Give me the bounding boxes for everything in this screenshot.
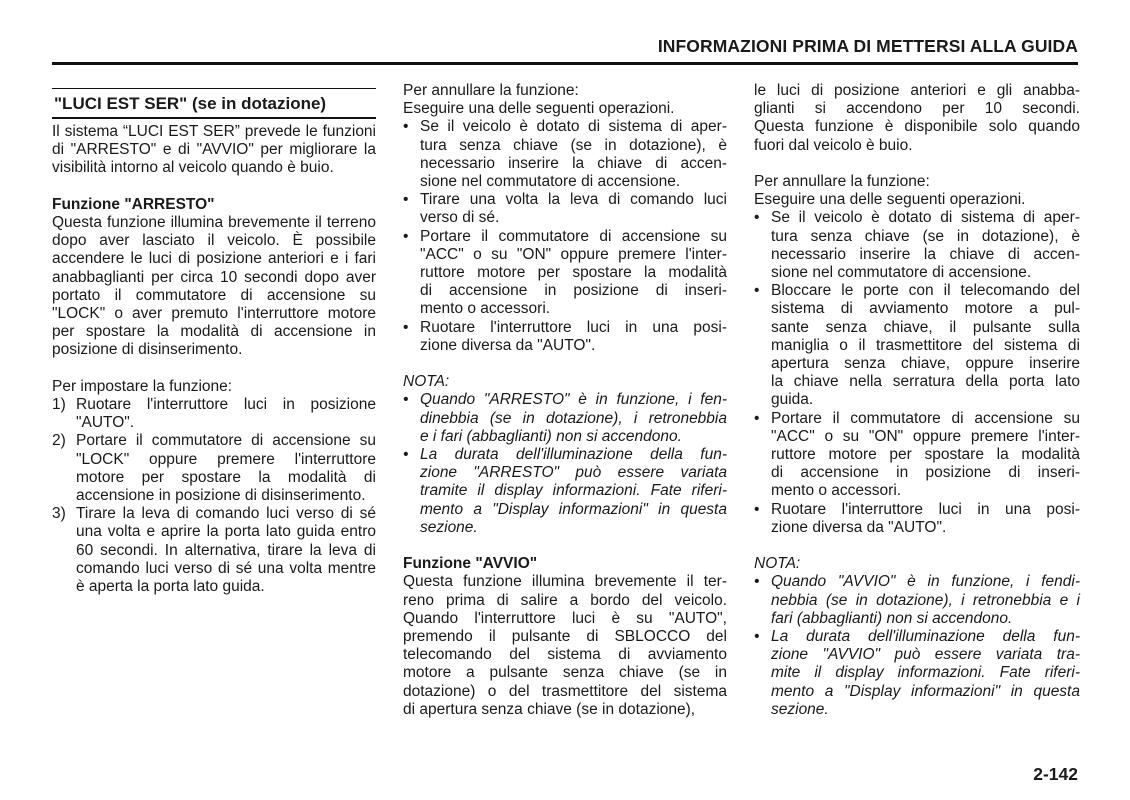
bullet-text bbox=[420, 228, 727, 319]
text-line: la chiave nella serratura della porta lato bbox=[771, 373, 1080, 391]
cancel-list bbox=[403, 118, 727, 355]
section-title: "LUCI EST SER" (se in dotazione) bbox=[52, 88, 376, 119]
arresto-heading: Funzione "ARRESTO" bbox=[52, 195, 215, 213]
text-line: zione "ARRESTO" può essere variata bbox=[420, 464, 727, 482]
text-line: "ACC" o su "ON" oppure premere l'inter- bbox=[771, 427, 1080, 445]
text-line: fuori dal veicolo è buio. bbox=[754, 136, 913, 154]
nota-label: NOTA: bbox=[403, 373, 450, 391]
text-line: zione diversa da "AUTO". bbox=[420, 336, 596, 354]
text-line: mento a "Display informazioni" in questa bbox=[771, 682, 1080, 700]
bullet-icon: • bbox=[403, 318, 409, 336]
text-line: mento o accessori. bbox=[771, 482, 902, 500]
cancel-intro: Eseguire una delle seguenti operazioni. bbox=[754, 191, 1026, 209]
text-line: Ruotare l'interruttore luci in una posi- bbox=[420, 318, 727, 336]
bullet-text bbox=[420, 391, 727, 446]
text-line: La durata dell'illuminazione della fun- bbox=[420, 446, 727, 464]
step-number: 1) bbox=[52, 396, 66, 414]
bullet-item bbox=[403, 191, 727, 227]
nota-list bbox=[754, 573, 1080, 719]
bullet-text bbox=[771, 410, 1080, 501]
bullet-item bbox=[754, 209, 1080, 282]
bullet-icon: • bbox=[754, 573, 760, 591]
text-line: premendo il pulsante di SBLOCCO del bbox=[403, 628, 727, 646]
bullet-item bbox=[403, 118, 727, 191]
bullet-text bbox=[771, 209, 1080, 282]
cancel-list bbox=[754, 209, 1080, 537]
bullet-item bbox=[403, 319, 727, 355]
bullet-icon: • bbox=[403, 227, 409, 245]
bullet-item bbox=[403, 391, 727, 446]
bullet-item bbox=[403, 228, 727, 319]
bullet-item bbox=[754, 628, 1080, 719]
text-line: dinebbia (se in dotazione), i retronebbia bbox=[420, 409, 727, 427]
text-line: le luci di posizione anteriori e gli anabba- bbox=[754, 82, 1080, 99]
bullet-icon: • bbox=[754, 500, 760, 518]
text-line: sistema di avviamento motore a pul- bbox=[771, 300, 1080, 318]
text-line: apertura senza chiave, oppure inserire bbox=[771, 355, 1080, 373]
nota-list bbox=[403, 391, 727, 537]
bullet-icon: • bbox=[754, 282, 760, 300]
text-line: Questa funzione illumina brevemente il ter- bbox=[403, 573, 727, 591]
text-line: telecomando del sistema di avviamento bbox=[403, 646, 727, 664]
text-line: Ruotare l'interruttore luci in una posi- bbox=[771, 500, 1080, 518]
text-line: reno prima di salire a bordo del veicolo. bbox=[403, 591, 727, 609]
text-line: Portare il commutatore di accensione su bbox=[420, 227, 727, 245]
text-line: mite il display informazioni. Fate riferi- bbox=[771, 664, 1080, 682]
text-line: sione nel commutatore di accensione. bbox=[420, 173, 681, 191]
bullet-icon: • bbox=[754, 628, 760, 646]
bullet-item bbox=[754, 282, 1080, 409]
text-line: Se il veicolo è dotato di sistema di aper- bbox=[420, 118, 727, 136]
text-line: Questa funzione è disponibile solo quando bbox=[754, 118, 1080, 136]
text-line: tramite il display informazioni. Fate riferi- bbox=[420, 482, 727, 500]
bullet-icon: • bbox=[754, 209, 760, 227]
text-line: di accensione in posizione di inseri- bbox=[420, 282, 727, 300]
bullet-text bbox=[420, 191, 727, 227]
bullet-text bbox=[771, 573, 1080, 628]
text-line: motore a pulsante senza chiave (se in bbox=[403, 664, 727, 682]
text-line: La durata dell'illuminazione della fun- bbox=[771, 628, 1080, 646]
bullet-text bbox=[420, 118, 727, 191]
text-line: di apertura senza chiave (se in dotazione), bbox=[403, 700, 696, 718]
text-line: verso di sé. bbox=[420, 209, 500, 227]
bullet-text bbox=[771, 628, 1080, 719]
text-line: di accensione in posizione di inseri- bbox=[771, 464, 1080, 482]
step-text: Portare il commutatore di accensione su "LOCK" oppure premere l'interruttore motore per spostare la modalità di accensione in posizione di disinserimento. bbox=[76, 432, 376, 505]
bullet-item bbox=[403, 446, 727, 537]
header-rule bbox=[52, 62, 1078, 65]
text-line: tura senza chiave (se in dotazione), è bbox=[420, 136, 727, 154]
cancel-intro: Eseguire una delle seguenti operazioni. bbox=[403, 100, 675, 118]
bullet-text bbox=[771, 282, 1080, 409]
bullet-item bbox=[754, 573, 1080, 628]
set-function-heading: Per impostare la funzione: bbox=[52, 377, 233, 395]
bullet-item bbox=[754, 410, 1080, 501]
step-number: 2) bbox=[52, 432, 66, 450]
text-line: zione diversa da "AUTO". bbox=[771, 518, 947, 536]
bullet-icon: • bbox=[754, 409, 760, 427]
text-line: mento a "Display informazioni" in questa bbox=[420, 500, 727, 518]
text-line: mento o accessori. bbox=[420, 300, 551, 318]
bullet-item bbox=[754, 501, 1080, 537]
text-line: "ACC" o su "ON" oppure premere l'inter- bbox=[420, 245, 727, 263]
text-line: necessario inserire la chiave di accen- bbox=[420, 154, 727, 172]
text-line: Quando l'interruttore luci è su "AUTO", bbox=[403, 609, 727, 627]
text-line: Se il veicolo è dotato di sistema di aper- bbox=[771, 209, 1080, 227]
bullet-icon: • bbox=[403, 118, 409, 136]
step-text: Ruotare l'interruttore luci in posizione "AUTO". bbox=[76, 396, 376, 432]
column-2 bbox=[403, 82, 727, 719]
step-number: 3) bbox=[52, 505, 66, 523]
step-item bbox=[52, 505, 376, 596]
column-1 bbox=[52, 82, 376, 596]
step-item bbox=[52, 396, 376, 432]
text-line: Portare il commutatore di accensione su bbox=[771, 409, 1080, 427]
text-line: Tirare una volta la leva di comando luci bbox=[420, 191, 727, 209]
text-line: Quando "AVVIO" è in funzione, i fendi- bbox=[771, 573, 1080, 591]
text-line: maniglia o il trasmettitore del sistema di bbox=[771, 336, 1080, 354]
text-line: necessario inserire la chiave di accen- bbox=[771, 245, 1080, 263]
text-line: ruttore motore per spostare la modalità bbox=[771, 446, 1080, 464]
cancel-heading: Per annullare la funzione: bbox=[403, 82, 579, 99]
page-number: 2-142 bbox=[1033, 764, 1078, 784]
column-3 bbox=[754, 82, 1080, 719]
text-line: tura senza chiave (se in dotazione), è bbox=[771, 227, 1080, 245]
arresto-paragraph: Questa funzione illumina brevemente il terreno dopo aver lasciato il veicolo. È possibile accendere le luci di posizione anteriori e i fari anabbaglianti per circa 10 secondi dopo aver portato il commutatore di accensione su "LOCK" o aver premuto l'interruttore motore per spostare la modalità di accensione in posizione di disinserimento. bbox=[52, 214, 376, 359]
text-line: sezione. bbox=[771, 700, 829, 718]
nota-label: NOTA: bbox=[754, 555, 801, 573]
bullet-text bbox=[420, 319, 727, 355]
avvio-heading: Funzione "AVVIO" bbox=[403, 555, 538, 573]
text-line: e i fari (abbaglianti) non si accendono. bbox=[420, 427, 682, 445]
text-line: Bloccare le porte con il telecomando del bbox=[771, 282, 1080, 300]
avvio-continuation bbox=[754, 82, 1080, 155]
text-line: zione "AVVIO" può essere variata tra- bbox=[771, 646, 1080, 664]
text-line: nebbia (se in dotazione), i retronebbia e i bbox=[771, 591, 1080, 609]
text-line: fari (abbaglianti) non si accendono. bbox=[771, 609, 1013, 627]
bullet-icon: • bbox=[403, 191, 409, 209]
step-item bbox=[52, 432, 376, 505]
bullet-icon: • bbox=[403, 391, 409, 409]
text-line: sione nel commutatore di accensione. bbox=[771, 264, 1032, 282]
intro-paragraph: Il sistema “LUCI EST SER” prevede le funzioni di "ARRESTO" e di "AVVIO" per migliorare la visibilità intorno al veicolo quando è buio. bbox=[52, 123, 376, 177]
text-line: ruttore motore per spostare la modalità bbox=[420, 264, 727, 282]
text-line: dotazione) o del trasmettitore del sistema bbox=[403, 682, 727, 700]
text-line: Quando "ARRESTO" è in funzione, i fen- bbox=[420, 391, 727, 409]
bullet-icon: • bbox=[403, 446, 409, 464]
text-line: sante senza chiave, il pulsante sulla bbox=[771, 318, 1080, 336]
bullet-text bbox=[420, 446, 727, 537]
bullet-text bbox=[771, 501, 1080, 537]
avvio-paragraph bbox=[403, 573, 727, 719]
cancel-heading: Per annullare la funzione: bbox=[754, 173, 930, 190]
text-line: sezione. bbox=[420, 518, 478, 536]
step-text: Tirare la leva di comando luci verso di sé una volta e aprire la porta lato guida entro 60 secondi. In alternativa, tirare la leva di comando luci verso di sé una volta mentre è aperta la porta lato guida. bbox=[76, 505, 376, 596]
text-line: glianti si accendono per 10 secondi. bbox=[754, 100, 1080, 118]
text-line: guida. bbox=[771, 391, 814, 409]
running-header: INFORMAZIONI PRIMA DI METTERSI ALLA GUIDA bbox=[657, 36, 1078, 56]
